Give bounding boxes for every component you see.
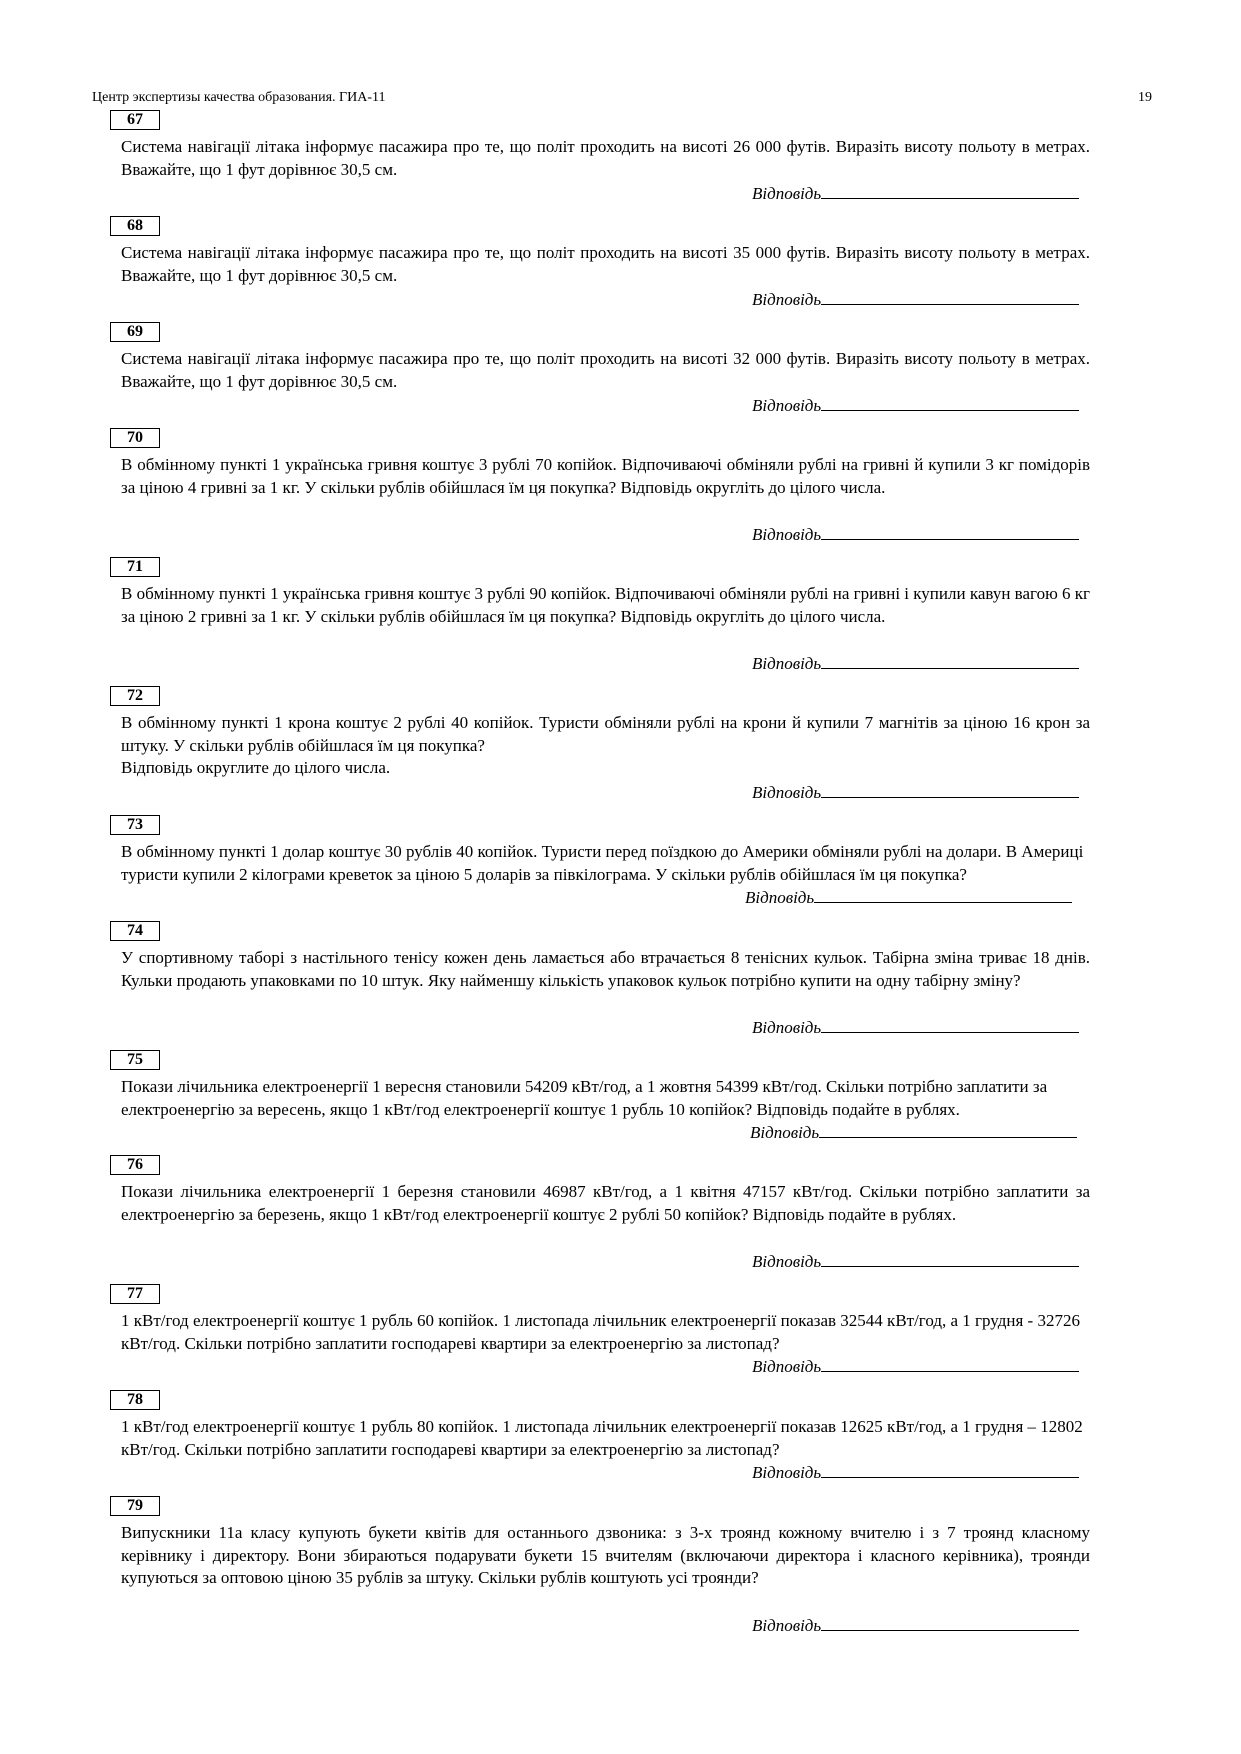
page-number: 19 <box>1138 90 1152 105</box>
task-number: 69 <box>110 322 160 342</box>
answer-label: Відповідь <box>752 396 822 415</box>
answer-label: Відповідь <box>752 184 822 203</box>
answer-label: Відповідь <box>745 888 815 907</box>
task-text: Покази лічильника електроенергії 1 березня становили 46987 кВт/год, а 1 квітня 47157 кВт/год. Скільки потрібно заплатити за електроенергію за березень, якщо 1 кВт/год електроенергії коштує 2 рублі 50 копійок? Відповідь подайте в рублях. <box>121 1182 1090 1224</box>
answer-field[interactable] <box>750 1121 1077 1143</box>
answer-line[interactable] <box>814 886 1072 903</box>
answer-field[interactable] <box>752 288 1079 310</box>
answer-label: Відповідь <box>750 1123 820 1142</box>
answer-field[interactable] <box>752 652 1079 674</box>
task-text: В обмінному пункті 1 крона коштує 2 рублі 40 копійок. Туристи обміняли рублі на крони й купили 7 магнітів за ціною 16 крон за штуку. У скільки рублів обійшлася їм ця покупка? Відповідь округлите до цілого числа. <box>121 713 1090 777</box>
answer-line[interactable] <box>821 652 1079 669</box>
task-number: 77 <box>110 1284 160 1304</box>
answer-label: Відповідь <box>752 1616 822 1635</box>
answer-field[interactable] <box>752 1355 1079 1377</box>
answer-label: Відповідь <box>752 1252 822 1271</box>
answer-line[interactable] <box>821 781 1079 798</box>
task-text: Покази лічильника електроенергії 1 вересня становили 54209 кВт/год, а 1 жовтня 54399 кВт/год. Скільки потрібно заплатити за електроенергію за вересень, якщо 1 кВт/год електроенергії коштує 1 рубль 10 копійок? Відповідь подайте в рублях. <box>121 1077 1048 1119</box>
answer-label: Відповідь <box>752 1463 822 1482</box>
answer-line[interactable] <box>821 1614 1079 1631</box>
answer-label: Відповідь <box>752 654 822 673</box>
task-number: 73 <box>110 815 160 835</box>
answer-field[interactable] <box>745 886 1072 908</box>
task-text: У спортивному таборі з настільного тенісу кожен день ламається або втрачається 8 тенісних кульок. Табірна зміна триває 18 днів. Кульки продають упаковками по 10 штук. Яку найменшу кількість упаковок кульок потрібно купити на одну табірну зміну? <box>121 948 1090 990</box>
task-text: В обмінному пункті 1 українська гривня коштує 3 рублі 90 копійок. Відпочиваючі обміняли рублі на гривні і купили кавун вагою 6 кг за ціною 2 гривні за 1 кг. У скільки рублів обійшлася їм ця покупка? Відповідь округліть до цілого числа. <box>121 584 1090 626</box>
task-text: Система навігації літака інформує пасажира про те, що політ проходить на висоті 26 000 футів. Виразіть висоту польоту в метрах. Вважайте, що 1 фут дорівнює 30,5 см. <box>121 137 1090 179</box>
answer-field[interactable] <box>752 182 1079 204</box>
task-text: В обмінному пункті 1 долар коштує 30 рублів 40 копійок. Туристи перед поїздкою до Америки обміняли рублі на долари. В Америці туристи купили 2 кілограми креветок за ціною 5 доларів за півкілограма. У скільки рублів обійшлася їм ця покупка? <box>121 842 1084 884</box>
task-text: 1 кВт/год електроенергії коштує 1 рубль 80 копійок. 1 листопада лічильник електроенергії показав 12625 кВт/год, а 1 грудня – 12802 кВт/год. Скільки потрібно заплатити господареві квартири за електроенергію за листопад? <box>121 1417 1083 1459</box>
answer-line[interactable] <box>819 1121 1077 1138</box>
task-text: В обмінному пункті 1 українська гривня коштує 3 рублі 70 копійок. Відпочиваючі обміняли рублі на гривні й купили 3 кг помідорів за ціною 4 гривні за 1 кг. У скільки рублів обійшлася їм ця покупка? Відповідь округліть до цілого числа. <box>121 455 1090 497</box>
answer-field[interactable] <box>752 523 1079 545</box>
answer-line[interactable] <box>821 523 1079 540</box>
task-text: 1 кВт/год електроенергії коштує 1 рубль 60 копійок. 1 листопада лічильник електроенергії показав 32544 кВт/год, а 1 грудня - 32726 кВт/год. Скільки потрібно заплатити господареві квартири за електроенергію за листопад? <box>121 1311 1080 1353</box>
answer-line[interactable] <box>821 1250 1079 1267</box>
answer-field[interactable] <box>752 1250 1079 1272</box>
task-number: 71 <box>110 557 160 577</box>
task-number: 78 <box>110 1390 160 1410</box>
answer-label: Відповідь <box>752 1357 822 1376</box>
task-number: 75 <box>110 1050 160 1070</box>
answer-label: Відповідь <box>752 783 822 802</box>
answer-label: Відповідь <box>752 1018 822 1037</box>
answer-label: Відповідь <box>752 290 822 309</box>
answer-line[interactable] <box>821 1355 1079 1372</box>
answer-field[interactable] <box>752 1016 1079 1038</box>
task-number: 79 <box>110 1496 160 1516</box>
task-text: Випускники 11а класу купують букети квітів для останнього дзвоника: з 3-х троянд кожному вчителю і з 7 троянд класному керівнику і директору. Вони збираються подарувати букети 15 вчителям (включаючи директора і класного керівника), троянди купуються за оптовою ціною 35 рублів за штуку. Скільки рублів коштують усі троянди? <box>121 1523 1090 1587</box>
answer-line[interactable] <box>821 288 1079 305</box>
answer-line[interactable] <box>821 394 1079 411</box>
answer-line[interactable] <box>821 1461 1079 1478</box>
answer-field[interactable] <box>752 1614 1079 1636</box>
task-number: 74 <box>110 921 160 941</box>
answer-field[interactable] <box>752 394 1079 416</box>
answer-field[interactable] <box>752 1461 1079 1483</box>
task-number: 68 <box>110 216 160 236</box>
page-header-title: Центр экспертизы качества образования. ГИА-11 <box>92 90 386 105</box>
answer-line[interactable] <box>821 1016 1079 1033</box>
answer-line[interactable] <box>821 182 1079 199</box>
task-number: 76 <box>110 1155 160 1175</box>
task-number: 72 <box>110 686 160 706</box>
task-text: Система навігації літака інформує пасажира про те, що політ проходить на висоті 35 000 футів. Виразіть висоту польоту в метрах. Вважайте, що 1 фут дорівнює 30,5 см. <box>121 243 1090 285</box>
task-number: 67 <box>110 110 160 130</box>
task-number: 70 <box>110 428 160 448</box>
answer-field[interactable] <box>752 781 1079 803</box>
answer-label: Відповідь <box>752 525 822 544</box>
task-text: Система навігації літака інформує пасажира про те, що політ проходить на висоті 32 000 футів. Виразіть висоту польоту в метрах. Вважайте, що 1 фут дорівнює 30,5 см. <box>121 349 1090 391</box>
